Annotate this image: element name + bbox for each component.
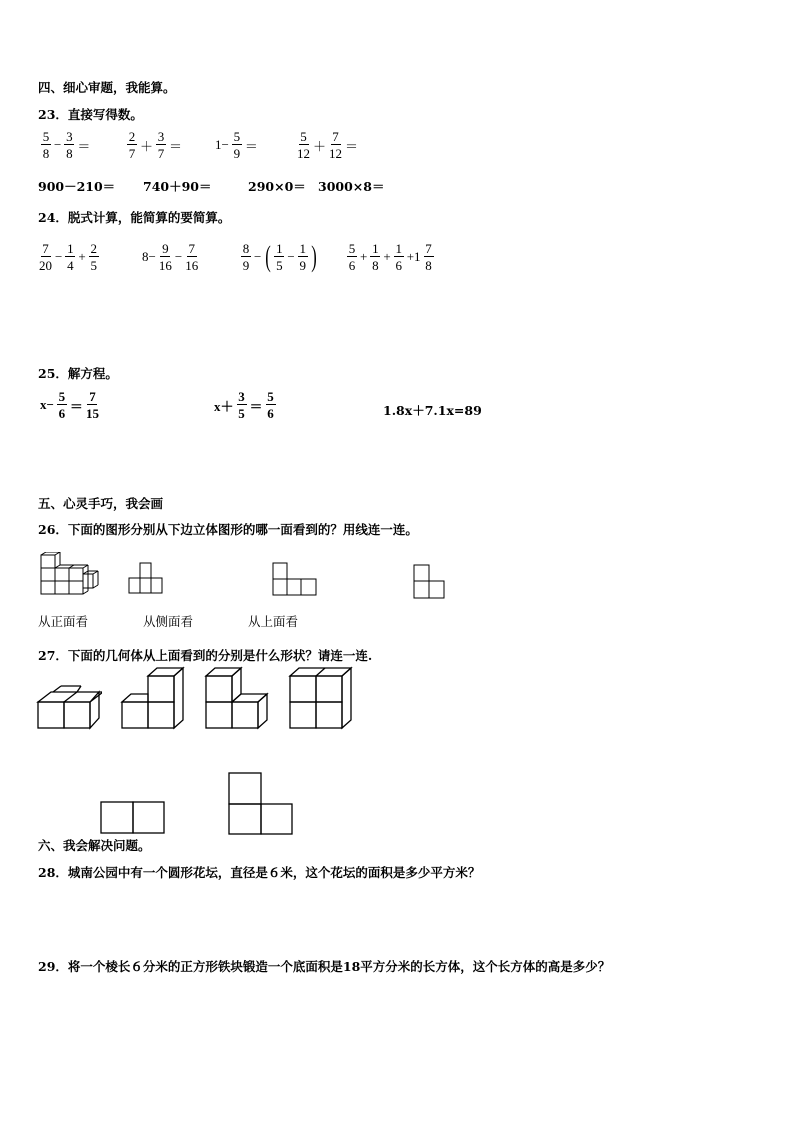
section5-title: 五、心灵手巧，我会画 xyxy=(38,496,164,511)
q27-solid-1 xyxy=(36,684,102,730)
q23-item-2: $\frac{2}{7}$ ＋ $\frac{3}{7}$ ＝ xyxy=(128,129,183,161)
q26-label: 26．下面的图形分别从下边立体图形的哪一面看到的？用线连一连。 xyxy=(38,522,418,537)
q23-item-3: 1− $\frac{5}{9}$ ＝ xyxy=(215,129,258,161)
q27-label: 27．下面的几何体从上面看到的分别是什么形状？请连一连. xyxy=(38,648,373,663)
q25-label: 25．解方程。 xyxy=(38,366,118,381)
q23-calc-3: 290×0＝ xyxy=(248,179,306,194)
q27-top-view-1 xyxy=(100,801,166,835)
q24-expr-4: $\frac{5}{6}$ + $\frac{1}{8}$ + $\frac{1}{6}$ +1 $\frac{7}{8}$ xyxy=(348,241,432,273)
q23-item-1: $\frac{5}{8}$ − $\frac{3}{8}$ ＝ xyxy=(42,129,91,161)
q28-text: 28．城南公园中有一个圆形花坛，直径是６米，这个花坛的面积是多少平方米？ xyxy=(38,865,481,880)
q26-view-label-top: 从上面看 xyxy=(248,614,299,629)
q27-top-view-2 xyxy=(228,772,294,836)
q26-solid-figure xyxy=(36,552,100,596)
q23-label: 23．直接写得数。 xyxy=(38,107,143,122)
q24-expr-2: 8− $\frac{9}{16}$ − $\frac{7}{16}$ xyxy=(142,241,199,273)
q23-calc-4: 3000×8＝ xyxy=(318,179,385,194)
q24-expr-1: $\frac{7}{20}$ − $\frac{1}{4}$ + $\frac{2}{5}$ xyxy=(39,241,97,273)
q24-label: 24．脱式计算，能简算的要简算。 xyxy=(38,210,231,225)
q25-equation-3: 1.8x＋7.1x=89 xyxy=(383,403,482,418)
section4-title: 四、细心审题，我能算。 xyxy=(38,80,176,95)
q26-view-shape-1 xyxy=(128,562,164,594)
q27-solid-3 xyxy=(204,666,270,730)
q26-view-label-side: 从侧面看 xyxy=(143,614,194,629)
q27-solid-4 xyxy=(288,666,354,730)
section6-title: 六、我会解决问题。 xyxy=(38,838,151,853)
q23-item-4: $\frac{5}{12}$ ＋ $\frac{7}{12}$ ＝ xyxy=(297,129,359,161)
q23-calc-1: 900－210＝ xyxy=(38,179,116,194)
q29-text: 29．将一个棱长６分米的正方形铁块锻造一个底面积是18平方分米的长方体，这个长方体的高是多少？ xyxy=(38,959,611,974)
q23-calc-2: 740＋90＝ xyxy=(143,179,212,194)
q25-equation-2: x＋ $\frac{3}{5}$ ＝ $\frac{5}{6}$ xyxy=(214,389,274,421)
q24-expr-3: $\frac{8}{9}$ − ( $\frac{1}{5}$ − $\frac{1}{9}$ ) xyxy=(242,240,317,273)
q26-view-shape-2 xyxy=(272,562,320,596)
q27-solid-2 xyxy=(120,666,186,730)
q25-equation-1: x− $\frac{5}{6}$ ＝ $\frac{7}{15}$ xyxy=(40,389,99,421)
q26-view-label-front: 从正面看 xyxy=(38,614,89,629)
q26-view-shape-3 xyxy=(413,564,447,600)
